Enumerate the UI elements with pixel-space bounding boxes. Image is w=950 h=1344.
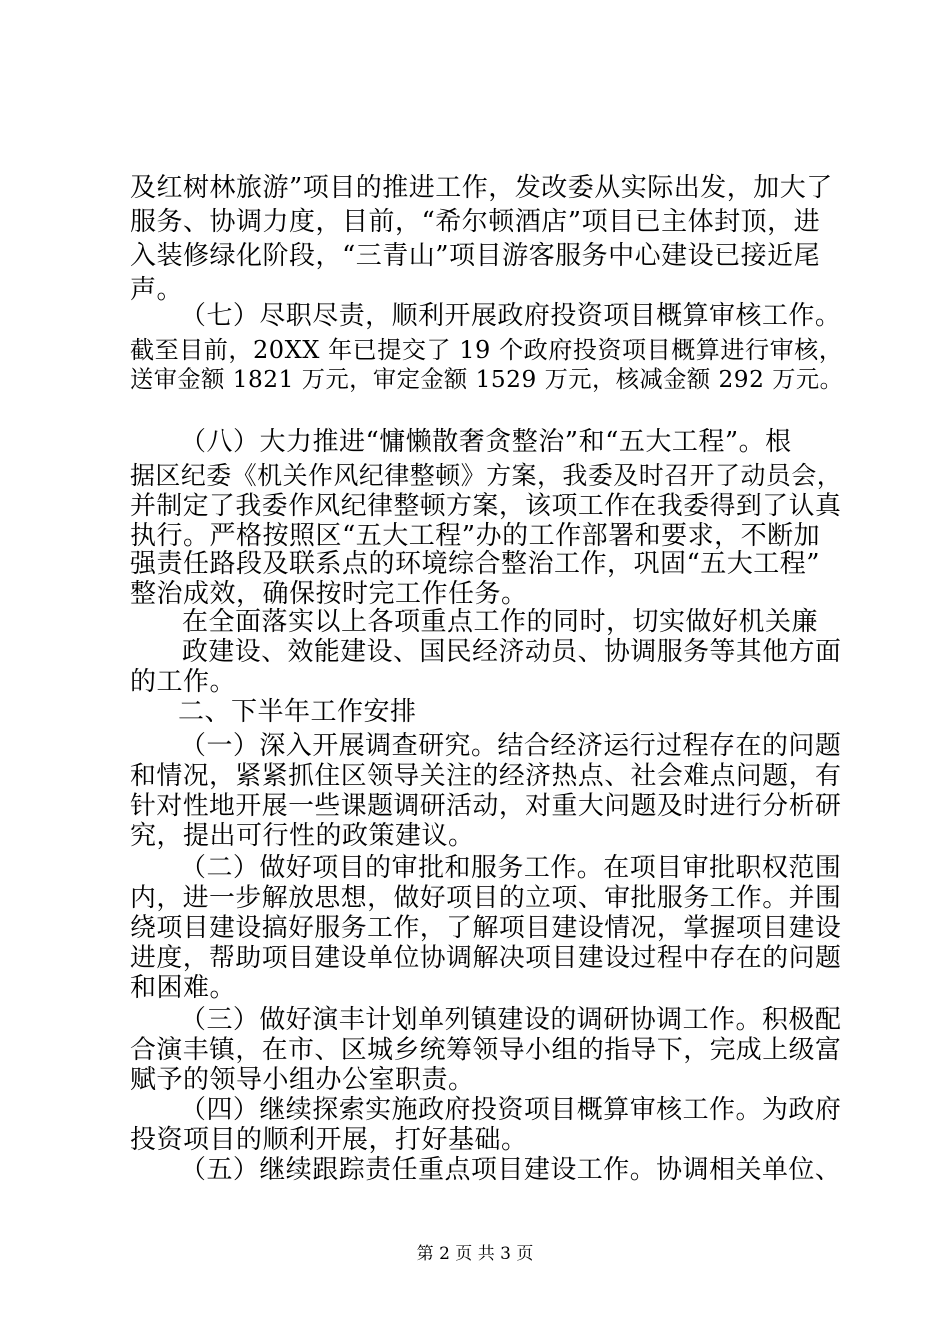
- text-line: 究，提出可行性的政策建议。: [130, 821, 475, 851]
- text-line: 政建设、效能建设、国民经济动员、协调服务等其他方面: [182, 637, 842, 667]
- text-line: 在全面落实以上各项重点工作的同时，切实做好机关廉: [182, 607, 819, 637]
- text-line: （一）深入开展调查研究。结合经济运行过程存在的问题: [180, 731, 842, 761]
- section-heading: 二、下半年工作安排: [178, 697, 417, 727]
- text-line: 送审金额 1821 万元，审定金额 1529 万元，核减金额 292 万元。: [130, 366, 844, 393]
- text-line: 的工作。: [130, 667, 237, 697]
- text-line: 内，进一步解放思想，做好项目的立项、审批服务工作。并围: [130, 883, 842, 913]
- text-line: （三）做好演丰计划单列镇建设的调研协调工作。积极配: [180, 1005, 842, 1035]
- text-line: 进度，帮助项目建设单位协调解决项目建设过程中存在的问题: [130, 943, 842, 973]
- text-line: 截至目前，20XX 年已提交了 19 个政府投资项目概算进行审核，: [130, 336, 844, 364]
- text-line: （五）继续跟踪责任重点项目建设工作。协调相关单位、: [180, 1155, 842, 1185]
- text-line: 和情况，紧紧抓住区领导关注的经济热点、社会难点问题，有: [130, 761, 842, 791]
- text-line: 强责任路段及联系点的环境综合整治工作，巩固“五大工程”: [130, 549, 821, 579]
- text-line: 绕项目建设搞好服务工作，了解项目建设情况，掌握项目建设: [130, 913, 842, 943]
- text-line: （二）做好项目的审批和服务工作。在项目审批职权范围: [180, 853, 842, 883]
- text-line: 入装修绿化阶段，“三青山”项目游客服务中心建设已接近尾: [130, 241, 821, 271]
- text-line: （四）继续探索实施政府投资项目概算审核工作。为政府: [180, 1095, 842, 1125]
- text-line: 服务、协调力度，目前，“希尔顿酒店”项目已主体封顶，进: [130, 207, 821, 237]
- text-line: （八）大力推进“慵懒散奢贪整治”和“五大工程”。根: [180, 427, 792, 457]
- text-line: （七）尽职尽责，顺利开展政府投资项目概算审核工作。: [180, 301, 842, 331]
- text-line: 声。: [130, 275, 184, 305]
- text-line: 执行。严格按照区“五大工程”办的工作部署和要求，不断加: [130, 521, 821, 551]
- text-line: 投资项目的顺利开展，打好基础。: [130, 1125, 528, 1155]
- text-line: 据区纪委《机关作风纪律整顿》方案，我委及时召开了动员会，: [130, 461, 843, 490]
- text-line: 并制定了我委作风纪律整顿方案，该项工作在我委得到了认真: [130, 491, 842, 521]
- text-line: 及红树林旅游”项目的推进工作，发改委从实际出发，加大了: [130, 173, 833, 203]
- text-line: 赋予的领导小组办公室职责。: [130, 1065, 475, 1095]
- text-line: 合演丰镇，在市、区城乡统筹领导小组的指导下，完成上级富: [130, 1035, 842, 1065]
- text-line: 针对性地开展一些课题调研活动，对重大问题及时进行分析研: [130, 791, 842, 821]
- text-line: 整治成效，确保按时完工作任务。: [130, 579, 528, 609]
- text-line: 和困难。: [130, 973, 237, 1003]
- page-number-footer: 第 2 页 共 3 页: [416, 1244, 534, 1264]
